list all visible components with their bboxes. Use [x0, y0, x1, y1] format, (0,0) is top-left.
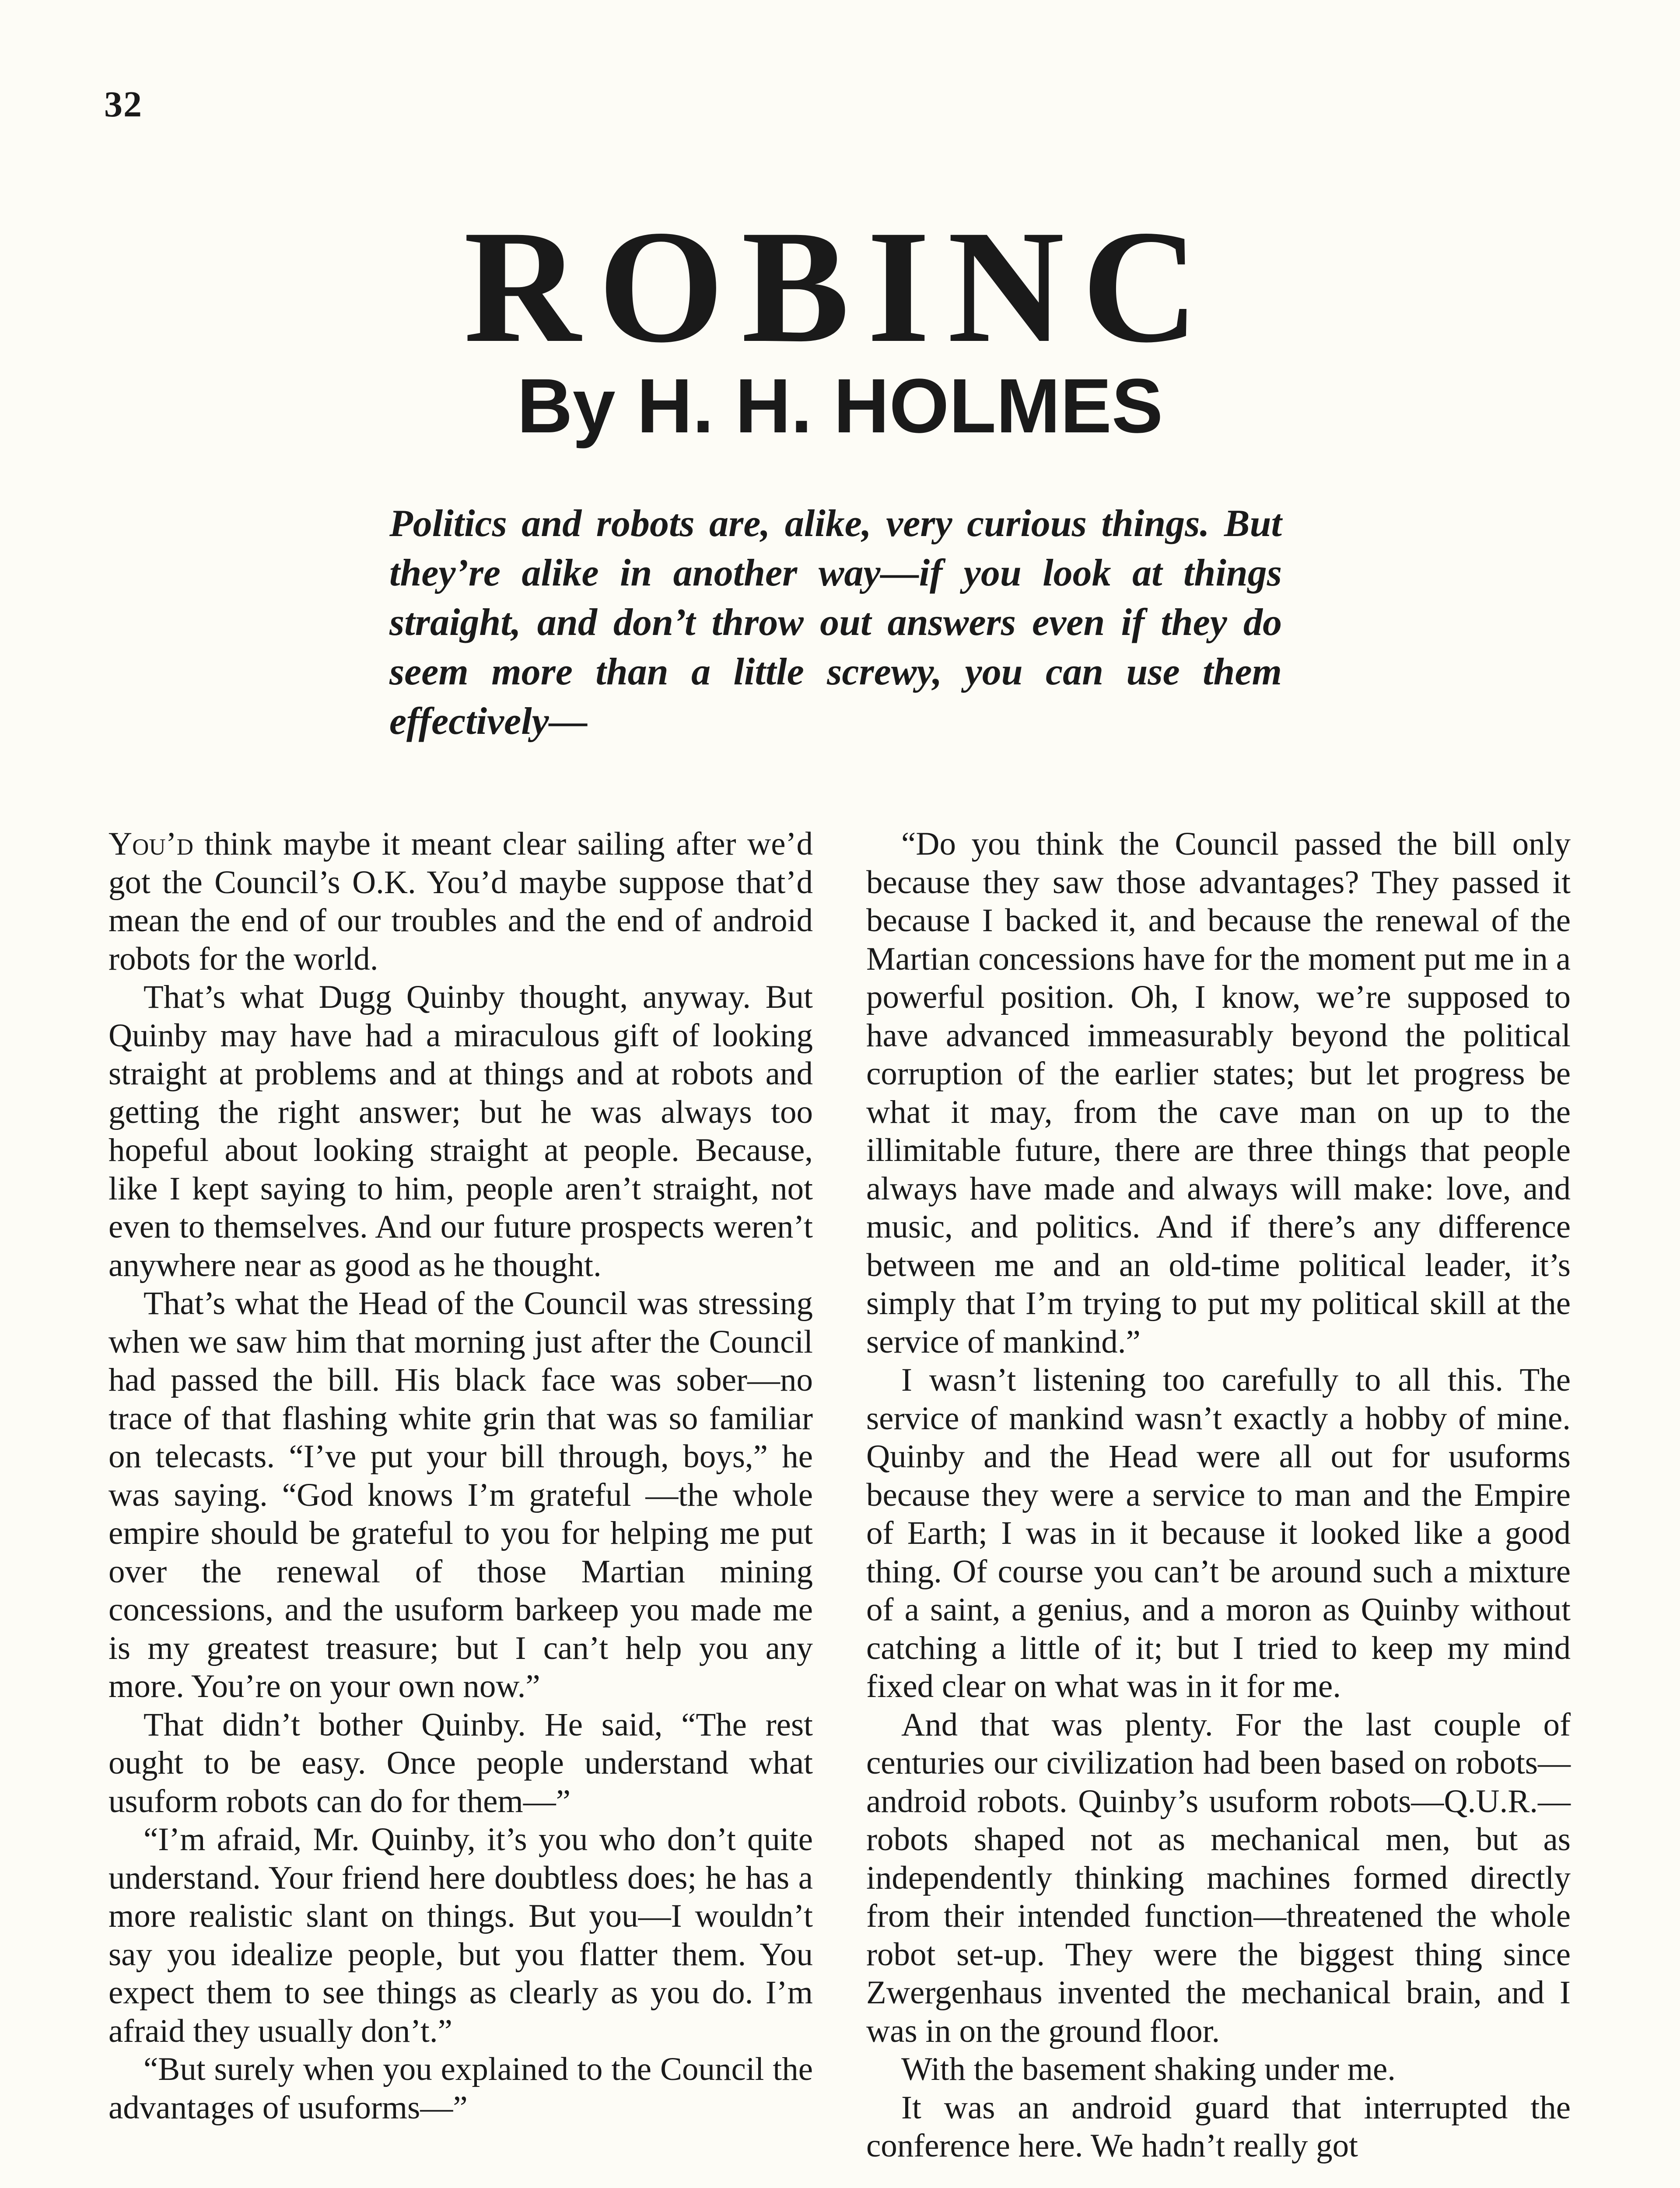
paragraph: That didn’t bother Quinby. He said, “The rest ought to be easy. Once people understand what usuform robots can do for them—” [108, 1706, 813, 1820]
story-byline: By H. H. HOLMES [517, 363, 1163, 449]
paragraph: That’s what the Head of the Council was stressing when we saw him that morning just after the Council had passed the bill. His black face was sober—no trace of that flashing white grin that was so familiar on telecasts. “I’ve put your bill through, boys,” he was saying. “God knows I’m grateful —the whole empire should be grateful to you for helping me put over the renewal of those Martian mining concessions, and the usuform barkeep you made me is my greatest treasure; but I can’t help you any more. You’re on your own now.” [108, 1285, 813, 1704]
right-column [866, 825, 1571, 2165]
paragraph: “Do you think the Council passed the bill only because they saw those advantages? They passed it because I backed it, and because the renewal of the Martian concessions have for the moment put me in a powerful position. Oh, I know, we’re supposed to have advanced immeasurably beyond the political corruption of the earlier states; but let progress be what it may, from the cave man on up to the illimitable future, there are three things that people always have made and always will make: love, and music, and politics. And if there’s any difference between me and an old-time political leader, it’s simply that I’m trying to put my political skill at the service of mankind.” [866, 826, 1571, 1360]
paragraph: And that was plenty. For the last couple of centuries our civilization had been based on robots—android robots. Quinby’s usuform robots—Q.U.R.—robots shaped not as mechanical men, but as independently thinking machines formed directly from their intended function—threatened the whole robot set-up. They were the biggest thing since Zwergenhaus invented the mechanical brain, and I was in on the ground floor. [866, 1706, 1571, 2049]
opening-text: think maybe it meant clear sailing after we’d got the Council’s O.K. You’d maybe suppose that’d mean the end of our troubles and the end of android robots for the world. [108, 826, 813, 977]
opening-paragraph [108, 825, 813, 978]
opening-word: You’d [108, 826, 193, 862]
paragraph: With the basement shaking under me. [901, 2051, 1396, 2087]
paragraph: That’s what Dugg Quinby thought, anyway. But Quinby may have had a miraculous gift of looking straight at problems and at things and at robots and getting the right answer; but he was always too hopeful about looking straight at people. Because, like I kept saying to him, people aren’t straight, not even to themselves. And our future prospects weren’t anywhere near as good as he thought. [108, 979, 813, 1283]
paragraph: “I’m afraid, Mr. Quinby, it’s you who don’t quite understand. Your friend here doubtless does; he has a more realistic slant on things. But you—I wouldn’t say you idealize people, but you flatter them. You expect them to see things as clearly as you do. I’m afraid they usually don’t.” [108, 1821, 813, 2049]
paragraph: It was an android guard that interrupted the conference here. We hadn’t really got [866, 2089, 1571, 2164]
paragraph: “But surely when you explained to the Council the advantages of usuforms—” [108, 2051, 813, 2126]
story-title: ROBINC [463, 197, 1217, 376]
page-number: 32 [104, 84, 143, 125]
story-blurb: Politics and robots are, alike, very curious things. But they’re alike in another way—if you look at things straight, and don’t throw out answers even if they do seem more than a little screwy, you can use them effectively— [389, 502, 1282, 743]
paragraph: I wasn’t listening too carefully to all this. The service of mankind wasn’t exactly a hobby of mine. Quinby and the Head were all out for usuforms because they were a service to man and the Empire of Earth; I was in it because it looked like a good thing. Of course you can’t be around such a mixture of a saint, a genius, and a moron as Quinby without catching a little of it; but I tried to keep my mind fixed clear on what was in it for me. [866, 1362, 1571, 1704]
left-column [108, 825, 813, 2127]
